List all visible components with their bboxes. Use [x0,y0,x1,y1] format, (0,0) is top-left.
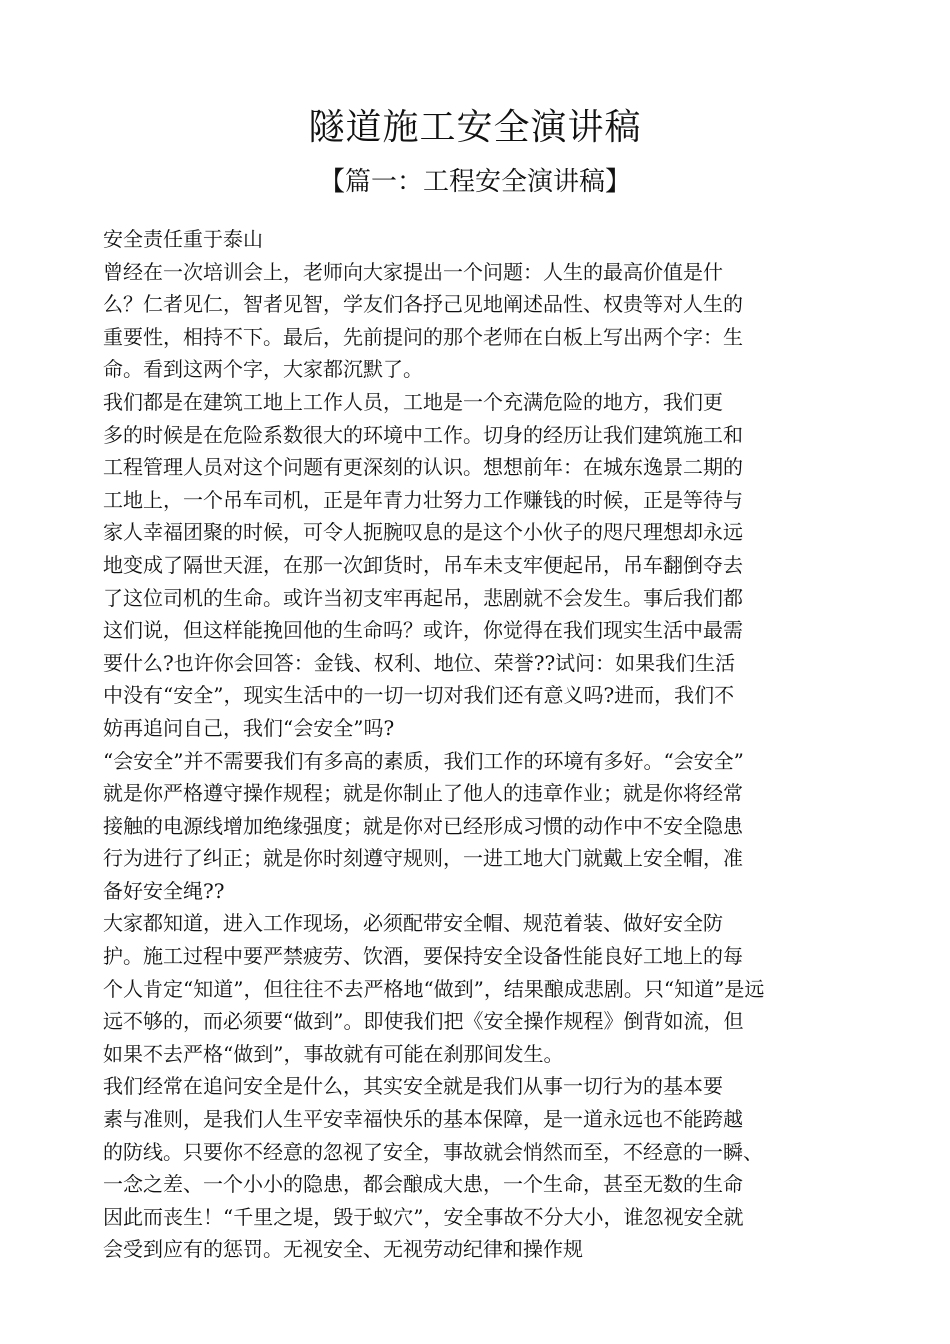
text-line: 素与准则，是我们人生平安幸福快乐的基本保障，是一道永远也不能跨越 [103,1107,743,1132]
text-line: 我们都是在建筑工地上工作人员，工地是一个充满危险的地方，我们更 [103,389,723,414]
text-line: 个人肯定“知道”，但往往不去严格地“做到”，结果酿成悲剧。只“知道”是远 [103,976,765,1001]
text-line: 中没有“安全”，现实生活中的一切一切对我们还有意义吗?进而，我们不 [103,683,735,708]
text-line: 重要性，相持不下。最后，先前提问的那个老师在白板上写出两个字：生 [103,324,743,349]
text-line: 妨再追问自己，我们“会安全”吗? [103,715,395,740]
text-line: 要什么?也许你会回答：金钱、权利、地位、荣誉??试问：如果我们生活 [103,650,736,675]
text-line: 么？仁者见仁，智者见智，学友们各抒己见地阐述品性、权贵等对人生的 [103,292,743,317]
text-line: 这们说，但这样能挽回他的生命吗？或许，你觉得在我们现实生活中最需 [103,618,743,643]
text-line: 备好安全绳?? [103,878,225,903]
text-line: “会安全”并不需要我们有多高的素质，我们工作的环境有多好。“会安全” [103,748,744,773]
text-line: 家人幸福团聚的时候，可令人扼腕叹息的是这个小伙子的咫尺理想却永远 [103,520,743,545]
text-line: 一念之差、一个小小的隐患，都会酿成大患，一个生命，甚至无数的生命 [103,1172,743,1197]
document-title: 隧道施工安全演讲稿 [308,107,642,148]
text-line: 安全责任重于泰山 [103,227,263,251]
text-line: 的防线。只要你不经意的忽视了安全，事故就会悄然而至，不经意的一瞬、 [103,1139,763,1164]
text-line: 大家都知道，进入工作现场，必须配带安全帽、规范着装、做好安全防 [103,911,723,936]
text-line: 如果不去严格“做到”，事故就有可能在刹那间发生。 [103,1041,564,1066]
text-line: 会受到应有的惩罚。无视安全、无视劳动纪律和操作规 [103,1237,583,1262]
text-line: 地变成了隔世天涯，在那一次卸货时，吊车未支牢便起吊，吊车翻倒夺去 [103,552,743,577]
text-line: 远不够的，而必须要“做到”。即使我们把《安全操作规程》倒背如流，但 [103,1009,744,1034]
text-line: 因此而丧生！“千里之堤，毁于蚁穴”，安全事故不分大小，谁忽视安全就 [103,1204,744,1229]
text-line: 工地上，一个吊车司机，正是年青力壮努力工作赚钱的时候，正是等待与 [103,487,743,512]
text-line: 工程管理人员对这个问题有更深刻的认识。想想前年：在城东逸景二期的 [103,455,743,480]
text-line: 命。看到这两个字，大家都沉默了。 [103,357,423,382]
section-heading: 【篇一：工程安全演讲稿】 [318,167,631,197]
text-line: 护。施工过程中要严禁疲劳、饮酒，要保持安全设备性能良好工地上的每 [103,944,743,969]
text-line: 接触的电源线增加绝缘强度；就是你对已经形成习惯的动作中不安全隐患 [103,813,743,838]
text-line: 多的时候是在危险系数很大的环境中工作。切身的经历让我们建筑施工和 [103,422,743,447]
text-line: 了这位司机的生命。或许当初支牢再起吊，悲剧就不会发生。事后我们都 [103,585,743,610]
text-line: 行为进行了纠正；就是你时刻遵守规则，一进工地大门就戴上安全帽，准 [103,846,743,871]
text-line: 我们经常在追问安全是什么，其实安全就是我们从事一切行为的基本要 [103,1074,723,1099]
text-line: 曾经在一次培训会上，老师向大家提出一个问题：人生的最高价值是什 [103,259,723,284]
text-line: 就是你严格遵守操作规程；就是你制止了他人的违章作业；就是你将经常 [103,781,743,806]
body-text [103,223,863,1266]
